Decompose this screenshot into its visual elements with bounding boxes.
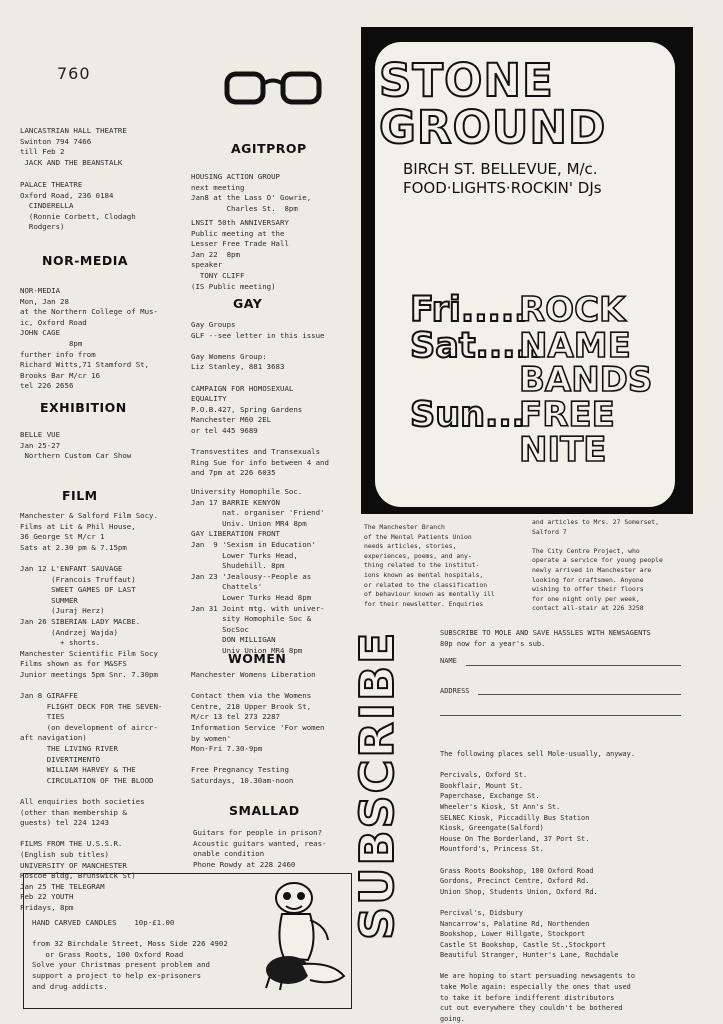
poster-day-sun: Sun... [410, 395, 525, 435]
heading-agitprop: AGITPROP [231, 141, 307, 156]
address-field-line-2 [440, 715, 681, 716]
poster-word-name: NAME [519, 326, 631, 366]
city-centre-project-note: and articles to Mrs. 27 Somerset, Salford 7 The City Centre Project, who operate a service for young people newly arrived in Manchester are looking for craftsmen. Anyone wishing to offer their floors for one night only per week, contact all-stair at 226 3258 [532, 518, 663, 613]
subscribe-intro: SUBSCRIBE TO MOLE AND SAVE HASSLES WITH NEWSAGENTS 80p now for a year's sub. [440, 629, 651, 648]
subscribe-vertical-heading: SUBSCRIBE [350, 630, 404, 940]
poster-frame [375, 42, 675, 507]
candles-ad-text: HAND CARVED CANDLES 10p-£1.00 from 32 Birchdale Street, Moss Side 226 4902 or Grass Roots, 100 Oxford Road Solve your Christmas present problem and support a project to help ex-prisoners and drug addicts. [32, 918, 228, 991]
address-field-line-1 [478, 694, 681, 695]
name-label: NAME [440, 657, 457, 665]
stone-ground-poster [361, 27, 693, 514]
listing-film: Manchester & Salford Film Socy. Films at Lit & Phil House, 36 George St M/cr 1 Sats at 2.30 pm & 7.15pm Jan 12 L'ENFANT SAUVAGE (Francois Truffaut) SWEET GAMES OF LAST SUMMER (Juraj Herz) Jan 26 SIBERIAN LADY MACBE. (Andrzej Wajda) + shorts. Manchester Scientific Film Socy Films shown as for M&SFS Junior meetings 5pm Snr. 7.30pm Jan 8 GIRAFFE FLIGHT DECK FOR THE SEVEN- TIES (on development of aircr- aft navigation) THE LIVING RIVER DIVERTIMENTO WILLIAM HARVEY & THE CIRCULATION OF THE BLOOD All enquiries both societies (other than membership & guests) tel 224 1243 FILMS FROM THE U.S.S.R. (English sub titles) UNIVERSITY OF MANCHESTER Roscoe Bldg, Brunswick St) Jan 25 THE TELEGRAM Feb 22 YOUTH Fridays, 8pm [20, 511, 163, 912]
listing-lnsit: LNSIT 50th ANNIVERSARY Public meeting at the Lesser Free Trade Hall Jan 22 8pm speaker TONY CLIFF (IS Public meeting) [191, 218, 289, 291]
listing-lancastrian: LANCASTRIAN HALL THEATRE Swinton 794 7466 till Feb 2 JACK AND THE BEANSTALK [20, 126, 127, 167]
poster-word-rock: ROCK [519, 290, 626, 330]
heading-nor-media: NOR-MEDIA [42, 253, 129, 268]
heading-women: WOMEN [228, 651, 287, 666]
poster-title-line1: STONE [379, 54, 554, 107]
mental-patients-union-note: The Manchester Branch of the Mental Patients Union needs articles, stories, experiences, poems, and any- thing related to the institut- ions known as mental hospitals, or related to the classification of behaviour known as mentally ill for their newsletter. Enquiries [364, 523, 495, 608]
listing-smallad: Guitars for people in prison? Acoustic guitars wanted, reas- onable condition Phone Rowdy at 228 2460 [193, 828, 327, 869]
listing-gay-groups: Gay Groups GLF --see letter in this issue Gay Womens Group: Liz Stanley, 881 3683 CAMPAIGN FOR HOMOSEXUAL EQUALITY P.O.B.427, Spring Gardens Manchester M60 2EL or tel 445 9689 Transvestites and Transexuals Ring Sue for info between 4 and and 7pm at 226 6035 [191, 320, 329, 478]
heading-smallad: SMALLAD [229, 803, 300, 818]
heading-film: FILM [62, 488, 98, 503]
listing-palace: PALACE THEATRE Oxford Road, 236 0184 CINDERELLA (Ronnie Corbett, Clodagh Rodgers) [20, 180, 136, 232]
poster-venue: BIRCH ST. BELLEVUE, M/c. [403, 160, 598, 178]
poster-day-sat: Sat..... [410, 326, 543, 366]
poster-title-line2: GROUND [379, 101, 607, 154]
poster-word-bands: BANDS [519, 360, 653, 400]
listing-nor-media: NOR-MEDIA Mon, Jan 28 at the Northern College of Mus- ic, Oxford Road JOHN CAGE 8pm further info from Richard Witts,71 Stamford St, Brooks Bar M/cr 16 tel 226 2656 [20, 286, 158, 391]
address-label: ADDRESS [440, 687, 470, 695]
page-number: 760 [57, 64, 91, 83]
stockists-list: The following places sell Mole-usually, anyway. Percivals, Oxford St. Bookflair, Mount St. Paperchase, Exchange St. Wheeler's Kiosk, St Ann's St. SELNEC Kiosk, Piccadilly Bus Station Kiosk, Greengate(Salford) House On The Borderland, 37 Port St. Mountford's, Princess St. Grass Roots Bookshop, 100 Oxford Road Gordons, Precinct Centre, Oxford Rd. Union Shop, Students Union, Oxford Rd. Percival's, Didsbury Nancarrow's, Palatine Rd, Northenden Bookshop, Lower Hillgate, Stockport Castle St Bookshop, Castle St.,Stockport Beautiful Stranger, Hunter's Lane, Rochdale We are hoping to start persuading newsagents to take Mole again: especially the ones that used to take it before indifferent distributors cut out everywhere they couldn't be bothered going. [440, 750, 635, 1023]
listing-women: Manchester Womens Liberation Contact them via the Womens Centre, 218 Upper Brook St, M/cr 13 tel 273 2287 Information Service 'For women by women' Mon-Fri 7.30-9pm Free Pregnancy Testing Saturdays, 10.30am-noon [191, 670, 325, 785]
glasses-icon [224, 68, 324, 108]
listing-housing-action: HOUSING ACTION GROUP next meeting Jan8 at the Lass O' Gowrie, Charles St. 8pm [191, 172, 312, 213]
poster-day-fri: Fri..... [410, 290, 528, 330]
poster-word-free: FREE [519, 395, 615, 435]
listing-belle-vue: BELLE VUE Jan 25-27 Northern Custom Car Show [20, 430, 132, 461]
heading-exhibition: EXHIBITION [40, 400, 127, 415]
poster-features: FOOD·LIGHTS·ROCKIN' DJs [403, 179, 602, 197]
cartoon-figure-icon [262, 880, 350, 992]
heading-gay: GAY [233, 296, 263, 311]
name-field-line [466, 665, 681, 666]
listing-homophile: University Homophile Soc. Jan 17 BARRIE KENYON nat. organiser 'Friend' Univ. Union MR4 8pm GAY LIBERATION FRONT Jan 9 'Sexism in Education' Lower Turks Head, Shudehill. 8pm Jan 23 'Jealousy--People as Chattels' Lower Turks Head 8pm Jan 31 Joint mtg. with univer- sity Homophile Soc & SocSoc DON MILLIGAN Univ Union MR4 8pm [191, 487, 325, 655]
poster-word-nite: NITE [519, 430, 607, 470]
